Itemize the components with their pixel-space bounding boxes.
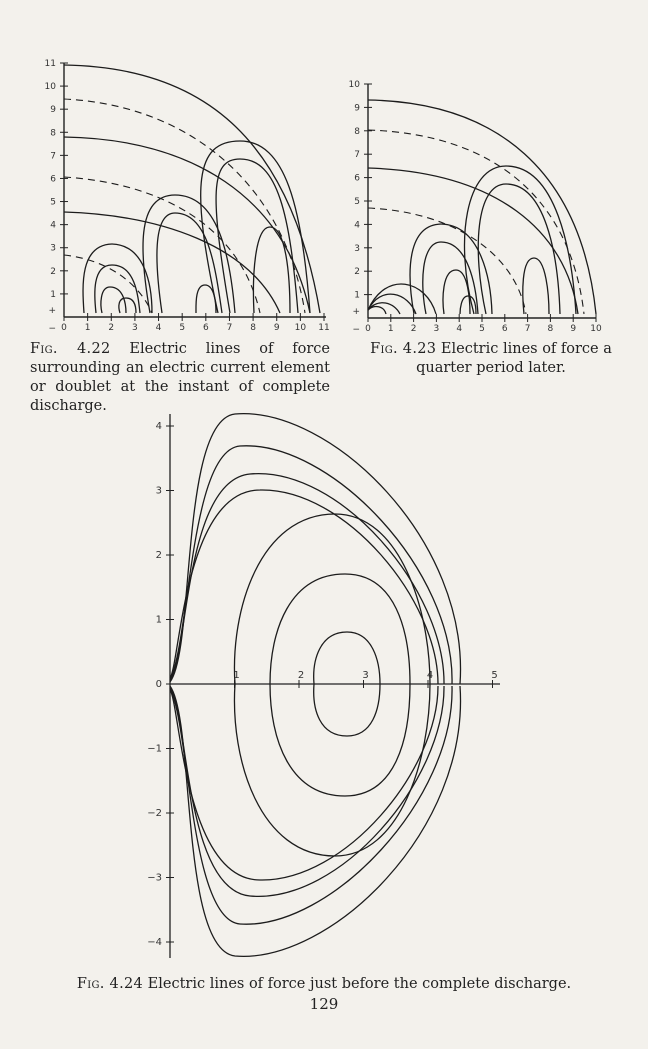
fig-4-23-wavefronts	[368, 130, 584, 314]
x-tick-label: 11	[318, 323, 330, 333]
y-tick-label: 5	[354, 197, 360, 207]
y-tick-label: 9	[354, 103, 360, 114]
y-tick-label: −3	[147, 872, 162, 884]
figure-4-23-label: Fig. 4.23	[370, 341, 437, 357]
y-tick-label: 11	[44, 59, 56, 69]
x-tick-label: 1	[84, 323, 91, 333]
fig-4-22-x-ticks	[61, 313, 330, 333]
x-tick-label: 0	[61, 323, 67, 333]
y-tick-label: 7	[354, 150, 360, 161]
x-tick-label: 5	[479, 324, 485, 334]
x-tick-label: 4	[426, 670, 434, 681]
fig-4-23-field-lines	[368, 100, 596, 314]
y-tick-label: 3	[155, 485, 162, 497]
x-tick-label: 9	[273, 323, 280, 333]
y-tick-label: 4	[50, 220, 56, 231]
origin-plus-sign: +	[48, 306, 56, 316]
figure-4-22	[40, 55, 340, 340]
y-tick-label: 0	[155, 679, 162, 690]
x-tick-label: 6	[202, 323, 209, 333]
fig-4-24-field-lines	[170, 414, 461, 957]
figure-4-22-caption-text: Electric lines of force surrounding an electric current element or doublet at the instant of complete discharge.	[30, 341, 331, 414]
fig-4-22-axes	[64, 63, 326, 317]
origin-plus-sign: +	[352, 307, 360, 317]
x-tick-label: 3	[362, 670, 369, 681]
figure-4-23	[346, 70, 636, 340]
x-tick-label: 10	[590, 324, 602, 334]
y-tick-label: 9	[50, 105, 56, 116]
y-tick-label: 3	[354, 243, 360, 254]
x-tick-label: 2	[108, 323, 115, 333]
x-tick-label: 2	[410, 324, 417, 334]
figure-4-24-caption	[0, 975, 648, 994]
y-tick-label: 5	[50, 197, 56, 208]
x-tick-label: 3	[132, 323, 138, 333]
figure-4-22-label: Fig. 4.22	[30, 341, 111, 357]
fig-4-22-wavefronts	[64, 99, 305, 313]
fig-4-23-x-ticks	[365, 314, 602, 334]
y-tick-label: 10	[348, 80, 360, 90]
y-tick-label: 6	[354, 173, 360, 184]
y-tick-label: 1	[50, 289, 56, 300]
y-tick-label: 3	[50, 243, 56, 254]
origin-minus-sign: −	[352, 325, 360, 335]
y-tick-label: 2	[354, 267, 360, 278]
origin-minus-sign: −	[48, 324, 56, 334]
y-tick-label: 1	[155, 614, 162, 626]
x-tick-label: 5	[491, 670, 498, 681]
x-tick-label: 0	[365, 324, 371, 334]
figure-4-23-caption	[346, 340, 636, 378]
y-tick-label: 4	[155, 421, 162, 432]
y-tick-label: 1	[354, 290, 360, 301]
y-tick-label: −4	[147, 937, 162, 948]
y-tick-label: 6	[50, 174, 56, 185]
figure-4-24-caption-text: Electric lines of force just before the complete discharge.	[147, 976, 572, 992]
fig-4-24-x-ticks	[233, 670, 497, 688]
y-tick-label: 2	[155, 550, 162, 561]
x-tick-label: 9	[570, 324, 577, 334]
y-tick-label: 2	[50, 266, 56, 277]
figure-4-23-caption-text: Electric lines of force a quarter period later.	[416, 341, 612, 376]
x-tick-label: 6	[501, 324, 508, 334]
x-tick-label: 3	[433, 324, 440, 334]
y-tick-label: −1	[147, 743, 162, 755]
y-tick-label: 7	[50, 151, 56, 162]
x-tick-label: 4	[155, 323, 162, 333]
figure-4-24	[140, 410, 520, 965]
page-number: 129	[309, 995, 339, 1013]
x-tick-label: 10	[294, 323, 307, 333]
x-tick-label: 7	[524, 324, 531, 334]
x-tick-label: 1	[387, 324, 394, 334]
y-tick-label: −2	[147, 808, 162, 819]
x-tick-label: 2	[297, 670, 305, 681]
x-tick-label: 7	[226, 323, 233, 333]
x-tick-label: 5	[179, 323, 186, 333]
y-tick-label: 8	[50, 128, 56, 139]
y-tick-label: 10	[44, 82, 56, 93]
x-tick-label: 4	[456, 324, 463, 334]
y-tick-label: 4	[354, 220, 360, 231]
fig-4-22-field-lines	[64, 65, 320, 313]
figure-4-24-label: Fig. 4.24	[76, 976, 144, 992]
x-tick-label: 8	[547, 324, 554, 334]
figure-4-22-caption	[30, 340, 330, 416]
y-tick-label: 8	[354, 126, 360, 137]
x-tick-label: 8	[250, 323, 256, 333]
x-tick-label: 1	[233, 670, 240, 681]
